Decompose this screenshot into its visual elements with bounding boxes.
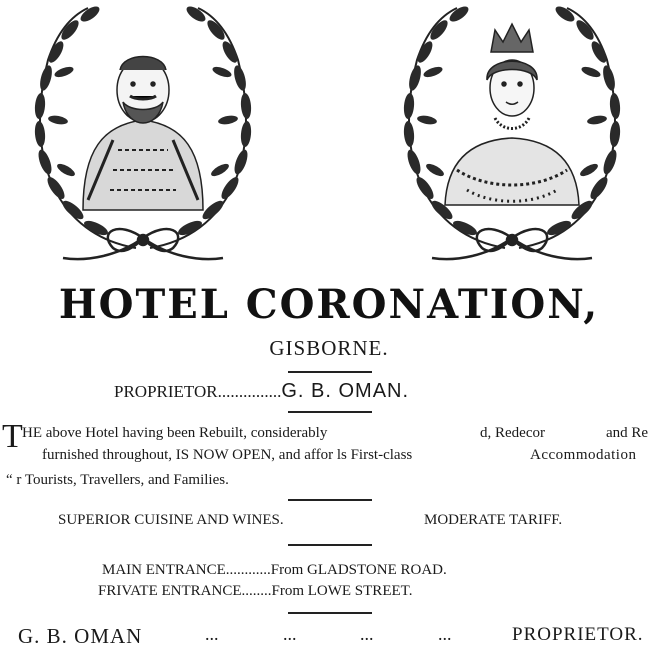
body-line-1a: HE above Hotel having been Rebuilt, considerably <box>22 425 328 441</box>
main-entrance-dots: ............ <box>225 562 271 578</box>
queen-figure <box>445 24 579 205</box>
main-entrance-line <box>102 562 447 579</box>
divider <box>288 371 372 373</box>
private-entrance-from: From LOWE STREET. <box>271 583 413 599</box>
footer-dots: ... <box>438 624 452 644</box>
main-entrance-from: From GLADSTONE ROAD. <box>270 562 447 578</box>
crown-icon <box>491 24 533 52</box>
ribbon-bow-icon <box>432 229 592 259</box>
divider <box>288 411 372 413</box>
hotel-title: HOTEL CORONATION, <box>58 281 600 328</box>
drop-cap: T <box>2 418 23 455</box>
divider <box>288 544 372 546</box>
footer-dots: ... <box>283 624 297 644</box>
body-line-1b: d, Redecor <box>480 425 545 441</box>
proprietor-name: G. B. OMAN. <box>281 380 410 402</box>
body-line-3: “ r Tourists, Travellers, and Families. <box>6 472 229 488</box>
footer-dots: ... <box>360 624 374 644</box>
proprietor-label: PROPRIETOR <box>114 382 218 401</box>
location-subtitle: GISBORNE. <box>269 336 389 360</box>
private-entrance-label: FRIVATE ENTRANCE <box>98 583 242 599</box>
divider <box>288 499 372 501</box>
ribbon-bow-icon <box>63 229 223 259</box>
proprietor-dots: ............... <box>217 382 282 401</box>
main-entrance-label: MAIN ENTRANCE <box>102 562 226 578</box>
proprietor-line <box>114 380 409 403</box>
body-line-2b: Accommodation <box>530 447 637 463</box>
divider <box>288 612 372 614</box>
footer-dots: ... <box>205 624 219 644</box>
feature-cuisine: SUPERIOR CUISINE AND WINES. <box>58 512 284 528</box>
body-line-1c: and Re <box>606 425 649 441</box>
body-line-2a: furnished throughout, IS NOW OPEN, and affor ls First-class <box>42 447 413 463</box>
private-entrance-line <box>98 583 412 600</box>
king-figure <box>83 57 203 211</box>
queen-portrait <box>387 0 637 275</box>
private-entrance-dots: ........ <box>241 583 272 599</box>
footer-name: G. B. OMAN <box>18 624 143 648</box>
king-portrait <box>18 0 268 275</box>
feature-tariff: MODERATE TARIFF. <box>424 512 563 528</box>
footer-role: PROPRIETOR. <box>512 624 644 645</box>
